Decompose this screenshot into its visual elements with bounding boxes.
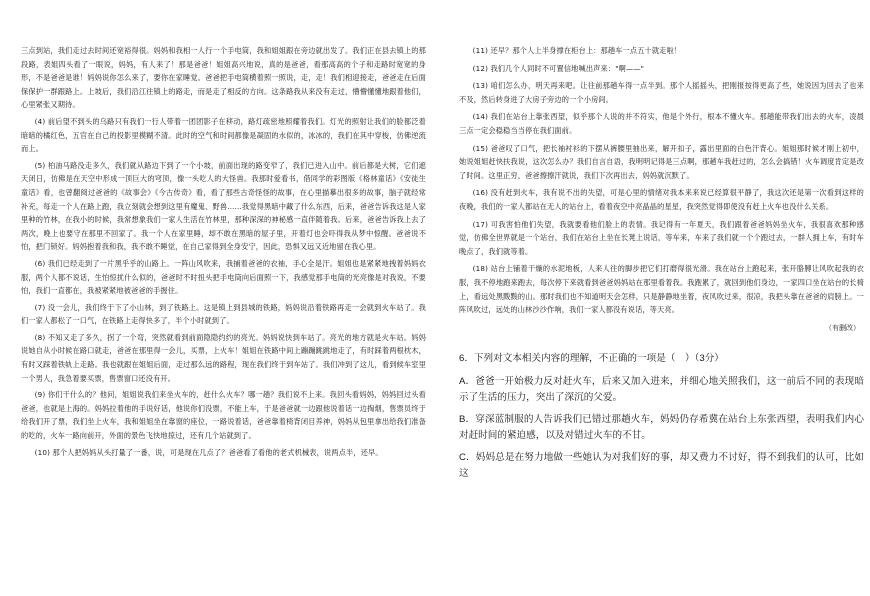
option-item: B．穿深蓝制服的人告诉我们已错过那趟火车，妈妈仍存希冀在站台上东张西望，表明我们内心对赶时间的紧迫感，以及对错过火车的不甘。 [459,413,864,441]
paragraph: (9) 你们干什么的？他问，姐姐说我们来坐火车的，赶什么火车？哪一趟？我们说不上来。我回头看妈妈，妈妈回过头看爸爸，也就是上海的。妈妈拉着他的手说好话，他说你们没票，不能上车，于是爸爸就一边跟他说着话一边掏烟，售票员终于给我们开了票，我们坐上火车，我和姐姐坐在靠窗的座位，一路说着话，爸爸靠着椅背闭目养神，妈妈从包里拿出给我们准备的吃的，火车一路向前开，外面的景色飞快地掠过，还有几个站就到了。 [21,390,426,441]
paragraph: (17) 可我害怕他们失望，我就要看他们脸上的表情。我记得有一年夏天，我们跟着爸爸妈妈坐火车，我很喜欢那种感觉，仿佛全世界就是一个站台，我们在站台上坐在长凳上说话，等车来，车来了我们就一个个跑过去，一群人拥上车，有时车晚点了，我们就等着。 [459,219,864,256]
paragraph: (12) 我们几个人同时不可置信地喊出声来："啊——" [472,63,645,73]
question-stem: 6．下列对文本相关内容的理解，不正确的一项是（ ）（3分） [459,352,724,364]
paragraph: (5) 柏油马路没走多久，我们就从路边下到了一个小坡，前面出现的路变窄了，我们已进入山中。前后都是大树，它们遮天闭日，仿佛是在天空中形成一顶巨大的穹顶，像一头吃人的大怪兽。我那时爱看书，借同学的彩图版《格林童话》《安徒生童话》看，也曾翻阅过爸爸的《故事会》《今古传奇》看，看了那些古奇怪怪的故事，在心里描摹出很多的故事，脑子就经常补充，每走一个人在路上跑，我立刻就会想到这里有魔鬼、野兽……我觉得黑暗中藏了什么东西，后来，爸爸告诉我这是人家里种的竹林，在我小的时候，我常想象我们一家人生活在竹林里，那种深深的神秘感一直伴随着我。后来，爸爸告诉我上去了两次，晚上也要守在那里不回家了。我一个人在家里睡，却不敢在黑暗的屋子里，开着灯也会吓得我从梦中惊醒。爸爸说不怕，把门锁好。妈妈抱着我和我，我不敢不睡觉，在自己家得到全身安宁，因此，恐惧又远又近地留在我心里。 [21,160,426,252]
source-note: （有删改） [825,323,860,332]
paragraph: (13) 咱们怎么办，明天再来吧。让往前那趟车得一点半到。那个人摇摇头，把刚报按得更高了些，她说因为回去了也来不及，然后转身进了大房子旁边的一个小房间。 [459,81,864,104]
option-item: C．妈妈总是在努力地做一些她认为对我们好的事，却又费力不讨好，得不到我们的认可，比如这 [459,451,864,479]
paragraph: (18) 站台上铺着干燥的水泥地板，人来人往的脚步把它们打磨得很光滑。我在站台上跑起来，张开胳膊让风吹起我的衣服，我不停地跑来跑去，每次停下来就看到爸爸妈妈站在那里看着我。我跑累了，就回到他们身边，一家四口坐在站台的长椅上，看远处黑黢黢的山。那时我们也不知道明天会怎样，只是静静地坐着，夜风吹过来，很凉，我把头靠在爸爸的肩膀上。一阵风吹过，远处的山林沙沙作响，我们一家人都没有说话，等天亮。 [459,264,864,315]
paragraph: (8) 不知又走了多久，拐了一个弯，突然就看到前面隐隐约约的亮光。妈妈说快到车站了。亮光的地方就是火车站。妈妈说她自从小时候在路口就走，爸爸在那里得一会儿，买票，上火车！姐姐在铁路中间上蹦蹦跳跳地走了，有时踩着两根枕木，有时又踩着铁轨上走路。我也就跟在姐姐后面，走过那么远的路程，现在我们终于到车站了。我们冲到了这儿，看到候车室里一个男人，我急着要买票，售票窗口还没有开。 [21,332,426,383]
right-column [459,0,864,488]
paragraph: (11) 还早？那个人上半身撑在柜台上：那趟车一点五十就走啦！ [472,46,682,55]
paragraph: (15) 爸爸叹了口气，把长袖衬衫的下摆从裤腰里抽出来，解开扣子，露出里面的白色汗背心。姐姐那时候才刚上初中，她说姐姐赶快扶我说，这次怎么办？我们自言自语，我明明记得是三点啊，那趟车我赶过的，怎么会搞错！火车调度肯定是改了时间。这里正穷，爸爸擦擦汗就说，我们下次再出去，妈妈就沉默了。 [459,143,864,180]
paragraph: (16) 没有赶到火车，我有说不出的失望，可是心里的情绪对我本来来说已经算很平静了，我这次还是第一次看到这样的夜晚，我们的一家人都站在无人的站台上，看着夜空中亮晶晶的星星，我突然觉得即使没有赶上火车也没什么关系。 [459,188,864,211]
left-text-block [21,0,426,459]
paragraph: (7) 没一会儿，我们终于下了小山林，到了铁路上。这是镇上到县城的铁路，妈妈说沿着铁路再走一会就到火车站了。我们一家人都松了一口气，在铁路上走得快多了，半个小时就到了。 [21,302,426,326]
left-column [21,0,426,462]
paragraph: (10) 那个人把妈妈从头打量了一番，说，可是现在几点了？爸爸看了看他的老式机械表，说两点半，还早。 [34,447,383,457]
right-text-block [459,0,864,317]
paragraph: (4) 前后望不到头的乌路只有我们一行人带着一团团影子在移动，路灯疏密地照耀着我们。灯光的照射让我们的脸都泛着暗暗的橘红色，五官在自己的投影里模糊不清。此时的空气和时间都像是凝固的水似的，冰冰的，我们在其中穿梭，仿佛逆流而上。 [21,116,426,154]
option-item: A．爸爸一开始极力反对赶火车，后来又加入进来，并细心地关照我们，这一前后不同的表现暗示了生活的压力，突出了深沉的父爱。 [459,375,864,403]
paragraph: 三点到站，我们走过去时间还宽裕得很。妈妈和我相一人行一个手电筒，我和姐姐跟在旁边就出发了。我们正在县去镇上的那段路，表姐四头看了一眼说，妈妈，有人来了！那是爸爸！姐姐高兴地说，真的是爸爸，看那高高的个子和走路时宽宽的身形，不是爸爸是谁！妈妈说你怎么来了，要你在家睡觉。爸爸把手电筒横着照一照说，走，走！我们相迎接走，爸爸走在后面保保护一群跟路上。上坡后，我们沿江往镇上的路走，而是走了相反的方向。这条路我从来没有走过，懵懵懂懂地跟着他们，心里紧张又期待。 [21,46,426,110]
paragraph: (14) 我们在站台上靠张西望，似乎那个人说的并不符实，他是个外行，根本不懂火车。那趟能带我们出去的火车，凌晨三点一定会稳稳当当停在我们面前。 [459,112,864,135]
answer-options [459,374,864,482]
paragraph: (6) 我们已经走到了一片黑乎乎的山路上。一阵山风吹来，我捕着爸爸的衣袖，手心全是汗。姐姐也是紧紧地拽着妈妈衣服，两个人都不说话，生怕惊扰什么似的，爸爸时不时扭头把手电筒向后面照一下，我感觉那手电筒的光亮像是对我说，不要怕，我们一直都在，我被紧紧地被爸爸的手握住。 [21,258,426,296]
